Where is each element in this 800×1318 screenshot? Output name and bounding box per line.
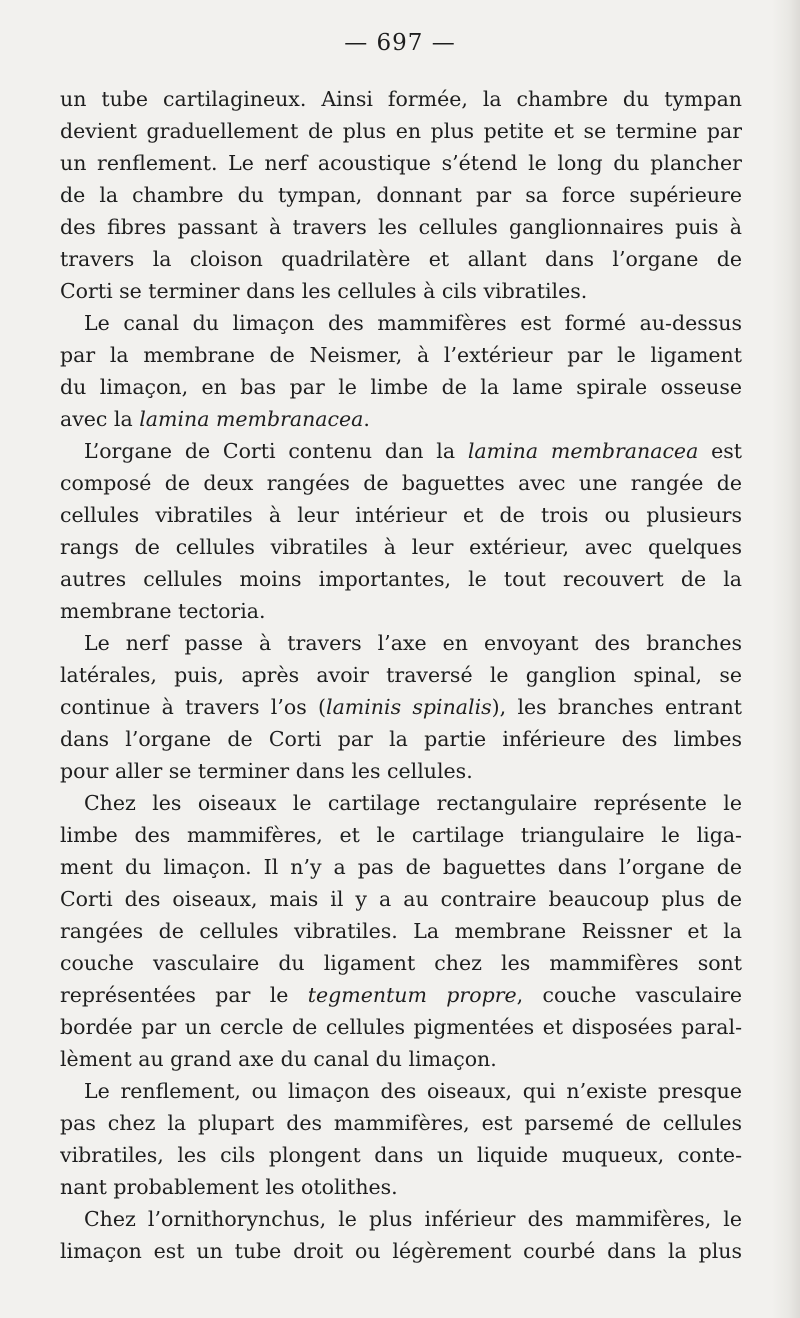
text-run: continue à travers l’os ( [60,695,327,719]
italic-term: laminis spinalis [326,695,492,719]
paragraph-6 [60,1075,742,1203]
page-number: — 697 — [344,30,456,56]
text-run: représentées par le [60,983,308,1007]
text-line: de la chambre du tympan, donnant par sa force supérieure [60,183,742,207]
text-line: membrane tectoria. [60,599,266,623]
text-line: travers la cloison quadrilatère et allant dans l’organe de [60,247,742,271]
text-line: lèment au grand axe du canal du limaçon. [60,1047,497,1071]
paragraph-2 [60,307,742,435]
text-line: devient graduellement de plus en plus petite et se termine par [60,119,742,143]
text-run: L’organe de Corti contenu dan la [84,439,468,463]
text-run: avec la [60,407,140,431]
text-line: Le canal du limaçon des mammifères est formé au-dessus [84,311,742,335]
text-line: cellules vibratiles à leur intérieur et de trois ou plusieurs [60,503,742,527]
text-line: ment du limaçon. Il n’y a pas de baguettes dans l’organe de [60,855,742,879]
text-run: , couche vasculaire [516,983,742,1007]
text-run: ), les branches entrant [491,695,742,719]
text-line: par la membrane de Neismer, à l’extérieur par le ligament [60,343,742,367]
text-line-mixed [60,435,742,467]
text-line: un tube cartilagineux. Ainsi formée, la chambre du tympan [60,87,742,111]
text-line: nant probablement les otolithes. [60,1175,398,1199]
text-line: rangs de cellules vibratiles à leur extérieur, avec quelques [60,535,742,559]
text-line: composé de deux rangées de baguettes avec une rangée de [60,471,742,495]
text-line: vibratiles, les cils plongent dans un liquide muqueux, conte- [60,1143,742,1167]
text-line-mixed [60,691,742,723]
text-line: autres cellules moins importantes, le tout recouvert de la [60,567,742,591]
text-line: pour aller se terminer dans les cellules. [60,759,473,783]
text-line: couche vasculaire du ligament chez les mammifères sont [60,951,742,975]
text-line-mixed [60,979,742,1011]
text-line: du limaçon, en bas par le limbe de la lame spirale osseuse [60,375,742,399]
paragraph-7 [60,1203,742,1267]
text-line: Corti des oiseaux, mais il y a au contraire beaucoup plus de [60,887,742,911]
italic-term: lamina membranacea [139,407,364,431]
text-run: . [363,407,370,431]
italic-term: lamina membranacea [467,439,699,463]
paragraph-1 [60,83,742,307]
text-run: est [698,439,742,463]
text-line: un renflement. Le nerf acoustique s’étend le long du plancher [60,151,742,175]
paragraph-4 [60,627,742,787]
body-text [60,83,742,1267]
text-line: limbe des mammifères, et le cartilage triangulaire le liga- [60,823,742,847]
paragraph-5 [60,787,742,1075]
text-line: bordée par un cercle de cellules pigmentées et disposées paral- [60,1015,742,1039]
text-line: limaçon est un tube droit ou légèrement courbé dans la plus [60,1239,742,1263]
text-line: rangées de cellules vibratiles. La membrane Reissner et la [60,919,742,943]
text-line: Chez l’ornithorynchus, le plus inférieur des mammifères, le [84,1207,742,1231]
paragraph-3 [60,435,742,627]
italic-term: tegmentum propre [307,983,517,1007]
text-line: Chez les oiseaux le cartilage rectangulaire représente le [84,791,742,815]
text-line: pas chez la plupart des mammifères, est parsemé de cellules [60,1111,742,1135]
text-line: Corti se terminer dans les cellules à cils vibratiles. [60,279,588,303]
text-line-mixed [60,403,742,435]
text-line: dans l’organe de Corti par la partie inférieure des limbes [60,727,742,751]
text-line: des fibres passant à travers les cellules ganglionnaires puis à [60,215,742,239]
text-line: Le renflement, ou limaçon des oiseaux, qui n’existe presque [84,1079,742,1103]
text-line: latérales, puis, après avoir traversé le ganglion spinal, se [60,663,742,687]
page-edge-shadow [772,0,800,1318]
text-line: Le nerf passe à travers l’axe en envoyant des branches [84,631,742,655]
